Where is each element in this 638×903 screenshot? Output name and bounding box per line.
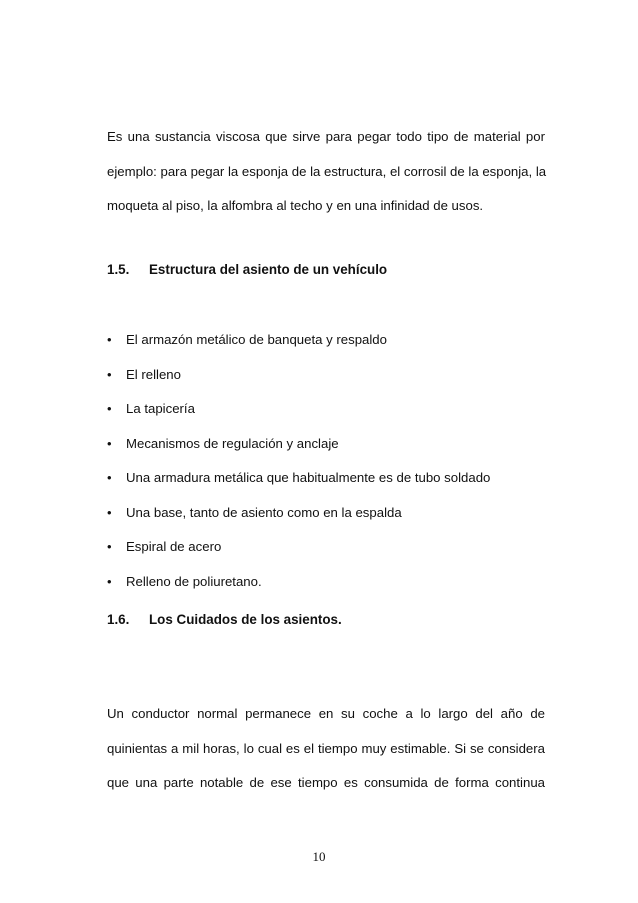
- section-title: Los Cuidados de los asientos.: [149, 612, 342, 627]
- list-item-text: El relleno: [126, 366, 181, 382]
- list-item-text: Mecanismos de regulación y anclaje: [126, 435, 339, 451]
- bullet-icon: •: [107, 470, 112, 485]
- seat-structure-list: [107, 330, 490, 606]
- list-item: [107, 468, 490, 503]
- list-item: [107, 537, 490, 572]
- list-item-text: Relleno de poliuretano.: [126, 573, 262, 589]
- section-heading-1-6: [107, 612, 342, 627]
- page-number: 10: [312, 849, 326, 864]
- list-item: [107, 330, 490, 365]
- closing-paragraph: [107, 697, 545, 801]
- section-title: Estructura del asiento de un vehículo: [149, 262, 388, 277]
- bullet-icon: •: [107, 504, 112, 520]
- section-number: 1.6.: [107, 612, 130, 627]
- list-item: [107, 434, 490, 469]
- list-item-text: Espiral de acero: [126, 539, 222, 554]
- intro-paragraph: [107, 120, 545, 224]
- bullet-icon: •: [107, 573, 112, 589]
- bullet-icon: •: [107, 366, 112, 382]
- list-item: [107, 572, 490, 607]
- bullet-icon: •: [107, 332, 112, 347]
- list-item: [107, 365, 490, 400]
- list-item: [107, 399, 490, 434]
- bullet-icon: •: [107, 435, 112, 451]
- closing-line-3: que una parte notable de ese tiempo es consumida de forma continua: [107, 775, 545, 790]
- intro-line-3: moqueta al piso, la alfombra al techo y en una infinidad de usos.: [107, 198, 484, 213]
- list-item-text: Una armadura metálica que habitualmente es de tubo soldado: [126, 470, 491, 485]
- intro-line-2: ejemplo: para pegar la esponja de la estructura, el corrosil de la esponja, la: [107, 163, 547, 179]
- list-item: [107, 503, 490, 538]
- list-item-text: La tapicería: [126, 401, 195, 416]
- bullet-icon: •: [107, 401, 112, 416]
- closing-line-2: quinientas a mil horas, lo cual es el tiempo muy estimable. Si se considera: [107, 740, 545, 756]
- section-number: 1.5.: [107, 262, 130, 277]
- closing-line-1: Un conductor normal permanece en su coche a lo largo del año de: [107, 706, 545, 721]
- bullet-icon: •: [107, 539, 112, 554]
- list-item-text: El armazón metálico de banqueta y respaldo: [126, 332, 387, 347]
- intro-line-1: Es una sustancia viscosa que sirve para pegar todo tipo de material por: [107, 129, 545, 144]
- section-heading-1-5: [107, 262, 387, 277]
- list-item-text: Una base, tanto de asiento como en la espalda: [126, 504, 402, 520]
